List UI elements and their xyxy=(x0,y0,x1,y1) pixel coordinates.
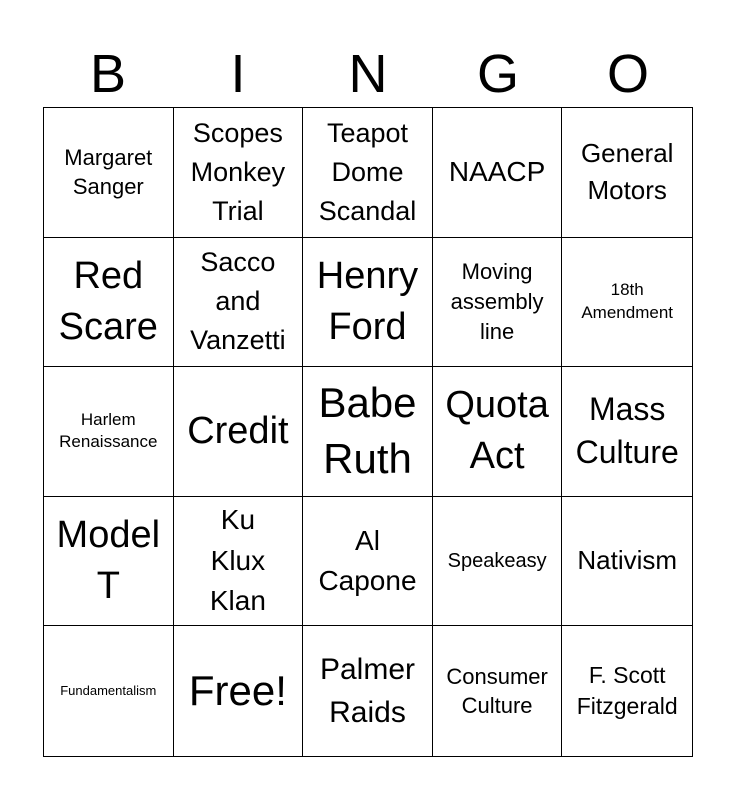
cell-label: Sacco and Vanzetti xyxy=(190,247,286,356)
cell-label: Scopes Monkey Trial xyxy=(190,117,286,226)
bingo-cell[interactable] xyxy=(44,367,174,497)
cell-label: F. Scott Fitzgerald xyxy=(576,662,678,720)
bingo-cell[interactable] xyxy=(562,108,692,238)
cell-label: Model T xyxy=(56,513,161,608)
bingo-cell[interactable] xyxy=(174,238,304,368)
bingo-cell[interactable] xyxy=(174,367,304,497)
cell-label: Speakeasy xyxy=(447,549,547,572)
bingo-cell[interactable] xyxy=(44,238,174,368)
bingo-cell[interactable] xyxy=(44,626,174,756)
bingo-cell[interactable] xyxy=(174,497,304,627)
bingo-cell[interactable] xyxy=(433,497,563,627)
bingo-header xyxy=(43,40,693,108)
bingo-cell[interactable] xyxy=(433,238,563,368)
free-space-cell[interactable] xyxy=(174,626,304,756)
bingo-cell[interactable] xyxy=(562,238,692,368)
free-space-label: Free! xyxy=(188,666,287,714)
cell-label: Al Capone xyxy=(318,524,417,597)
cell-label: General Motors xyxy=(580,137,674,206)
cell-label: NAACP xyxy=(448,156,546,187)
bingo-cell[interactable] xyxy=(303,626,433,756)
bingo-cell[interactable] xyxy=(174,108,304,238)
bingo-cell[interactable] xyxy=(303,497,433,627)
cell-label: Fundamentalism xyxy=(60,683,157,699)
cell-label: Credit xyxy=(187,409,289,452)
cell-label: Harlem Renaissance xyxy=(59,409,158,452)
bingo-cell[interactable] xyxy=(562,626,692,756)
bingo-cell[interactable] xyxy=(303,108,433,238)
header-letter-g: G xyxy=(476,44,519,104)
cell-label: Red Scare xyxy=(58,254,158,348)
bingo-cell[interactable] xyxy=(433,108,563,238)
cell-label: Moving assembly line xyxy=(450,259,544,344)
header-letter-n: N xyxy=(348,44,388,104)
bingo-cell[interactable] xyxy=(303,238,433,368)
cell-label: Nativism xyxy=(577,545,678,576)
bingo-cell[interactable] xyxy=(433,367,563,497)
cell-label: Quota Act xyxy=(445,384,549,478)
bingo-cell[interactable] xyxy=(562,367,692,497)
cell-label: Palmer Raids xyxy=(319,652,415,730)
cell-label: Mass Culture xyxy=(575,391,679,471)
cell-label: Consumer Culture xyxy=(446,663,548,719)
header-letter-o: O xyxy=(606,44,649,104)
bingo-cell[interactable] xyxy=(562,497,692,627)
cell-label: 18th Amendment xyxy=(581,279,674,322)
cell-label: Henry Ford xyxy=(316,254,419,348)
cell-label: Teapot Dome Scandal xyxy=(318,117,417,226)
header-letter-i: I xyxy=(230,44,246,104)
header-letter-b: B xyxy=(89,44,127,104)
cell-label: Babe Ruth xyxy=(318,378,417,483)
bingo-cell[interactable] xyxy=(303,367,433,497)
bingo-cell[interactable] xyxy=(44,497,174,627)
bingo-cell[interactable] xyxy=(433,626,563,756)
cell-label: Ku Klux Klan xyxy=(209,504,266,617)
cell-label: Margaret Sanger xyxy=(64,144,153,200)
bingo-board xyxy=(43,107,693,757)
bingo-cell[interactable] xyxy=(44,108,174,238)
